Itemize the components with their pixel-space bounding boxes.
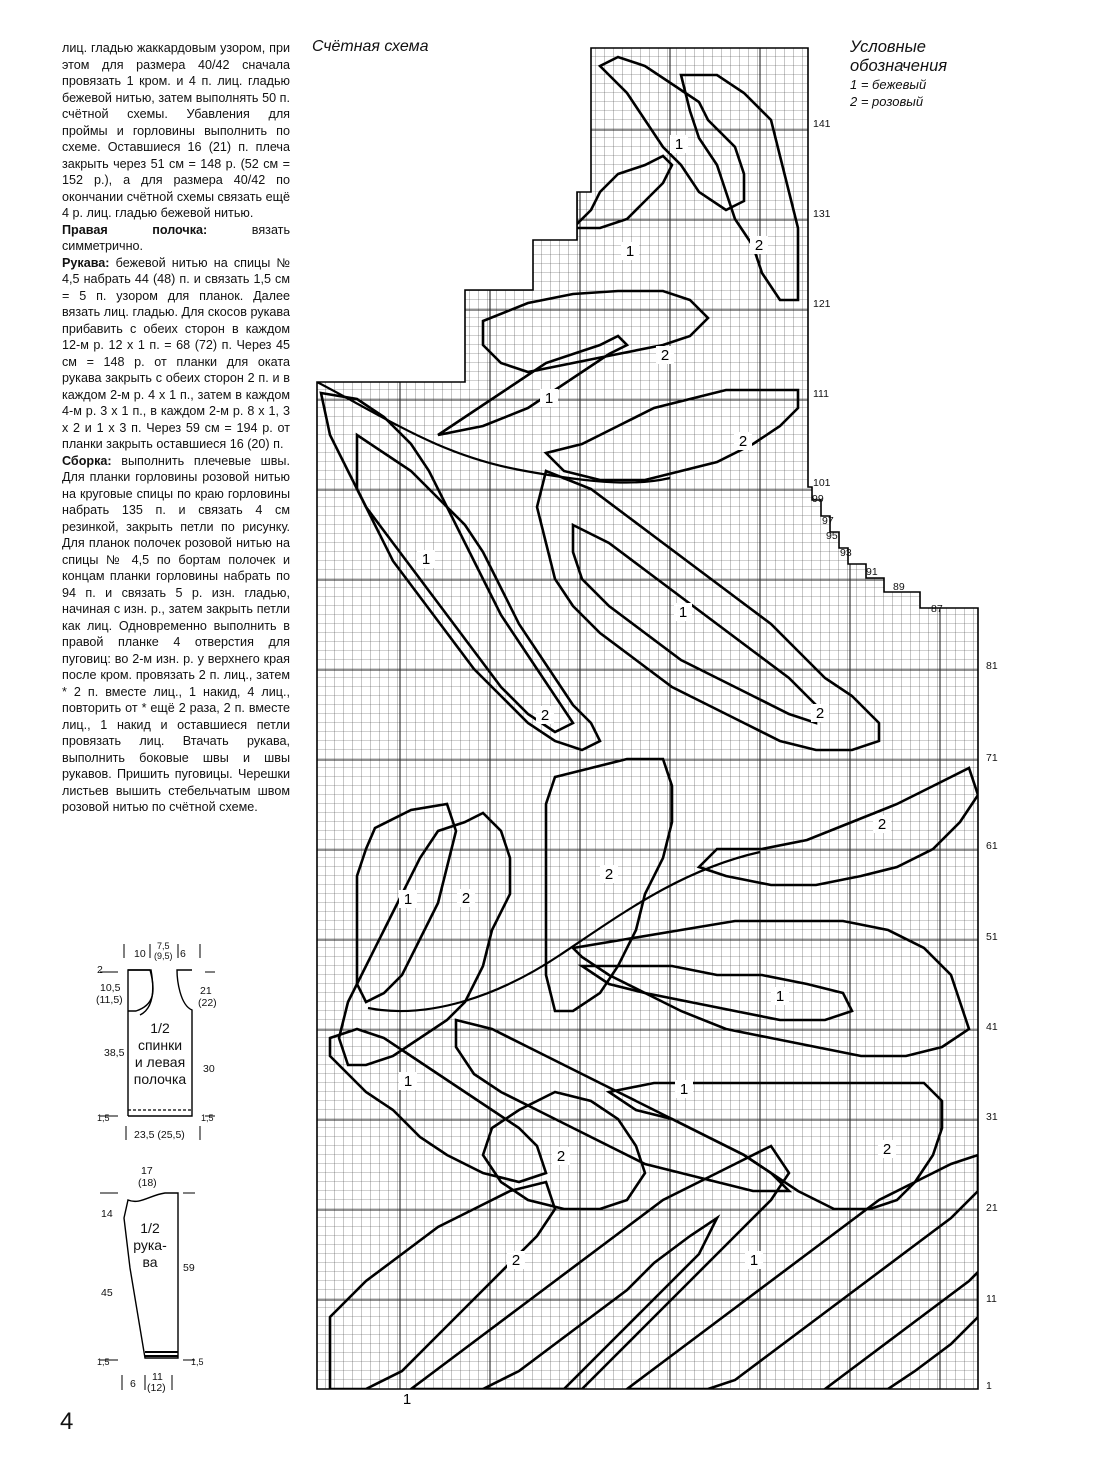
legend-item-beige: 1 = бежевый	[850, 77, 927, 92]
legend-item-pink: 2 = розовый	[850, 94, 924, 109]
row-number: 91	[866, 566, 878, 578]
row-number: 89	[893, 581, 905, 593]
row-number: 141	[813, 118, 831, 130]
chart-title: Счётная схема	[312, 38, 429, 55]
svg-text:1: 1	[402, 1391, 412, 1408]
heading-right-front: Правая полочка:	[62, 222, 208, 237]
back-schematic-label: 1/2 спинки и левая полочка	[133, 1020, 187, 1087]
svg-text:2: 2	[660, 347, 670, 364]
svg-text:2: 2	[540, 707, 550, 724]
row-number: 1	[986, 1380, 992, 1392]
svg-text:2: 2	[461, 890, 471, 907]
row-number: 121	[813, 298, 831, 310]
svg-text:1: 1	[403, 891, 413, 908]
svg-text:2: 2	[604, 866, 614, 883]
svg-text:1: 1	[678, 604, 688, 621]
paragraph-assembly: Сборка: выполнить плечевые швы. Для планки горловины розовой нитью на круговые спицы по краю горловины набрать 135 п. и связать 4 см резинкой, закрыть петли по рисунку. Для планок полочек розовой нитью на спицы № 4,5 по бортам полочек и концам планки горловины набрать по 94 п. и связать 5 р. изн. гладью, начиная с изн. р., затем закрыть петли как лиц. Одновременно выполнить в правой планке 4 отверстия для пуговиц: во 2-м изн. р. у верхнего края после кром. провязать 2 п. лиц., затем * 2 п. вместе лиц., 1 накид, 4 лиц., повторить от * ещё 2 раза, 2 п. вместе лиц., 1 накид и оставшиеся петли провязать лиц. Втачать рукава, выполнить боковые швы и швы рукавов. Пришить пуговицы. Черешки листьев вышить стебельчатым швом розовой нитью по счётной схеме.	[62, 453, 290, 814]
row-number: 31	[986, 1111, 998, 1123]
row-number: 93	[840, 547, 852, 559]
svg-text:2: 2	[738, 433, 748, 450]
paragraph-right-front: Правая полочка: вязать симметрично.	[62, 222, 291, 253]
row-number: 87	[931, 603, 943, 615]
svg-text:1: 1	[625, 243, 635, 260]
legend-heading-2: обозначения	[850, 57, 948, 75]
row-number: 21	[986, 1202, 998, 1214]
row-number: 131	[813, 208, 831, 220]
svg-text:1: 1	[421, 551, 431, 568]
row-number: 81	[986, 660, 998, 672]
row-number: 41	[986, 1021, 998, 1033]
svg-text:1: 1	[403, 1073, 413, 1090]
svg-text:2: 2	[877, 816, 887, 833]
row-number: 51	[986, 931, 998, 943]
row-number: 101	[813, 477, 831, 489]
heading-assembly: Сборка:	[62, 453, 112, 468]
svg-text:2: 2	[882, 1141, 892, 1158]
paragraph-back: лиц. гладью жаккардовым узором, при этом для размера 40/42 сначала провязать 1 кром. и 4 п. лиц. гладью бежевой нитью, затем выполнять 50 п. счётной схемы. Убавления для проймы и горловины выполнить по схеме. Оставшиеся 16 (21) п. плеча закрыть через 51 см = 148 р. (52 см = 152 р.), а для размера 40/42 по окончании счётной схемы связать ещё 4 р. лиц. гладью бежевой нитью.	[62, 41, 290, 220]
paragraph-sleeves: Рукава: бежевой нитью на спицы № 4,5 набрать 44 (48) п. и связать 1,5 см = 5 п. узором для планок. Далее вязать лиц. гладью. Для скосов рукава прибавить с обеих сторон в каждом 12-м р. 12 х 1 п. = 68 (72) п. Через 45 см = 148 р. от планки для оката рукава закрыть с обеих сторон 2 п. и в каждом 2-м р. 4 х 1 п., затем в каждом 4-м р. 3 х 1 п., в каждом 2-м р. 8 х 1, 3 х 2 и 1 х 3 п. Через 59 см = 194 р. от планки закрыть оставшиеся 16 (20) п.	[62, 255, 290, 451]
legend-heading: Условные	[850, 38, 926, 56]
row-number: 95	[826, 530, 838, 542]
svg-text:1: 1	[544, 390, 554, 407]
row-number: 71	[986, 752, 998, 764]
sleeve-schematic-label: 1/2 рука- ва	[133, 1220, 167, 1270]
svg-text:2: 2	[754, 237, 764, 254]
svg-text:1: 1	[674, 136, 684, 153]
page-number: 4	[60, 1408, 74, 1435]
row-number: 99	[812, 493, 824, 505]
row-number: 61	[986, 840, 998, 852]
svg-text:1: 1	[749, 1252, 759, 1269]
chart-grid	[317, 48, 978, 1389]
svg-text:2: 2	[556, 1148, 566, 1165]
row-number: 11	[986, 1293, 997, 1305]
row-number: 97	[822, 515, 834, 527]
svg-text:2: 2	[815, 705, 825, 722]
svg-text:1: 1	[775, 988, 785, 1005]
svg-text:2: 2	[511, 1252, 521, 1269]
row-number: 111	[813, 388, 829, 400]
svg-text:1: 1	[679, 1081, 689, 1098]
heading-sleeves: Рукава:	[62, 255, 110, 270]
